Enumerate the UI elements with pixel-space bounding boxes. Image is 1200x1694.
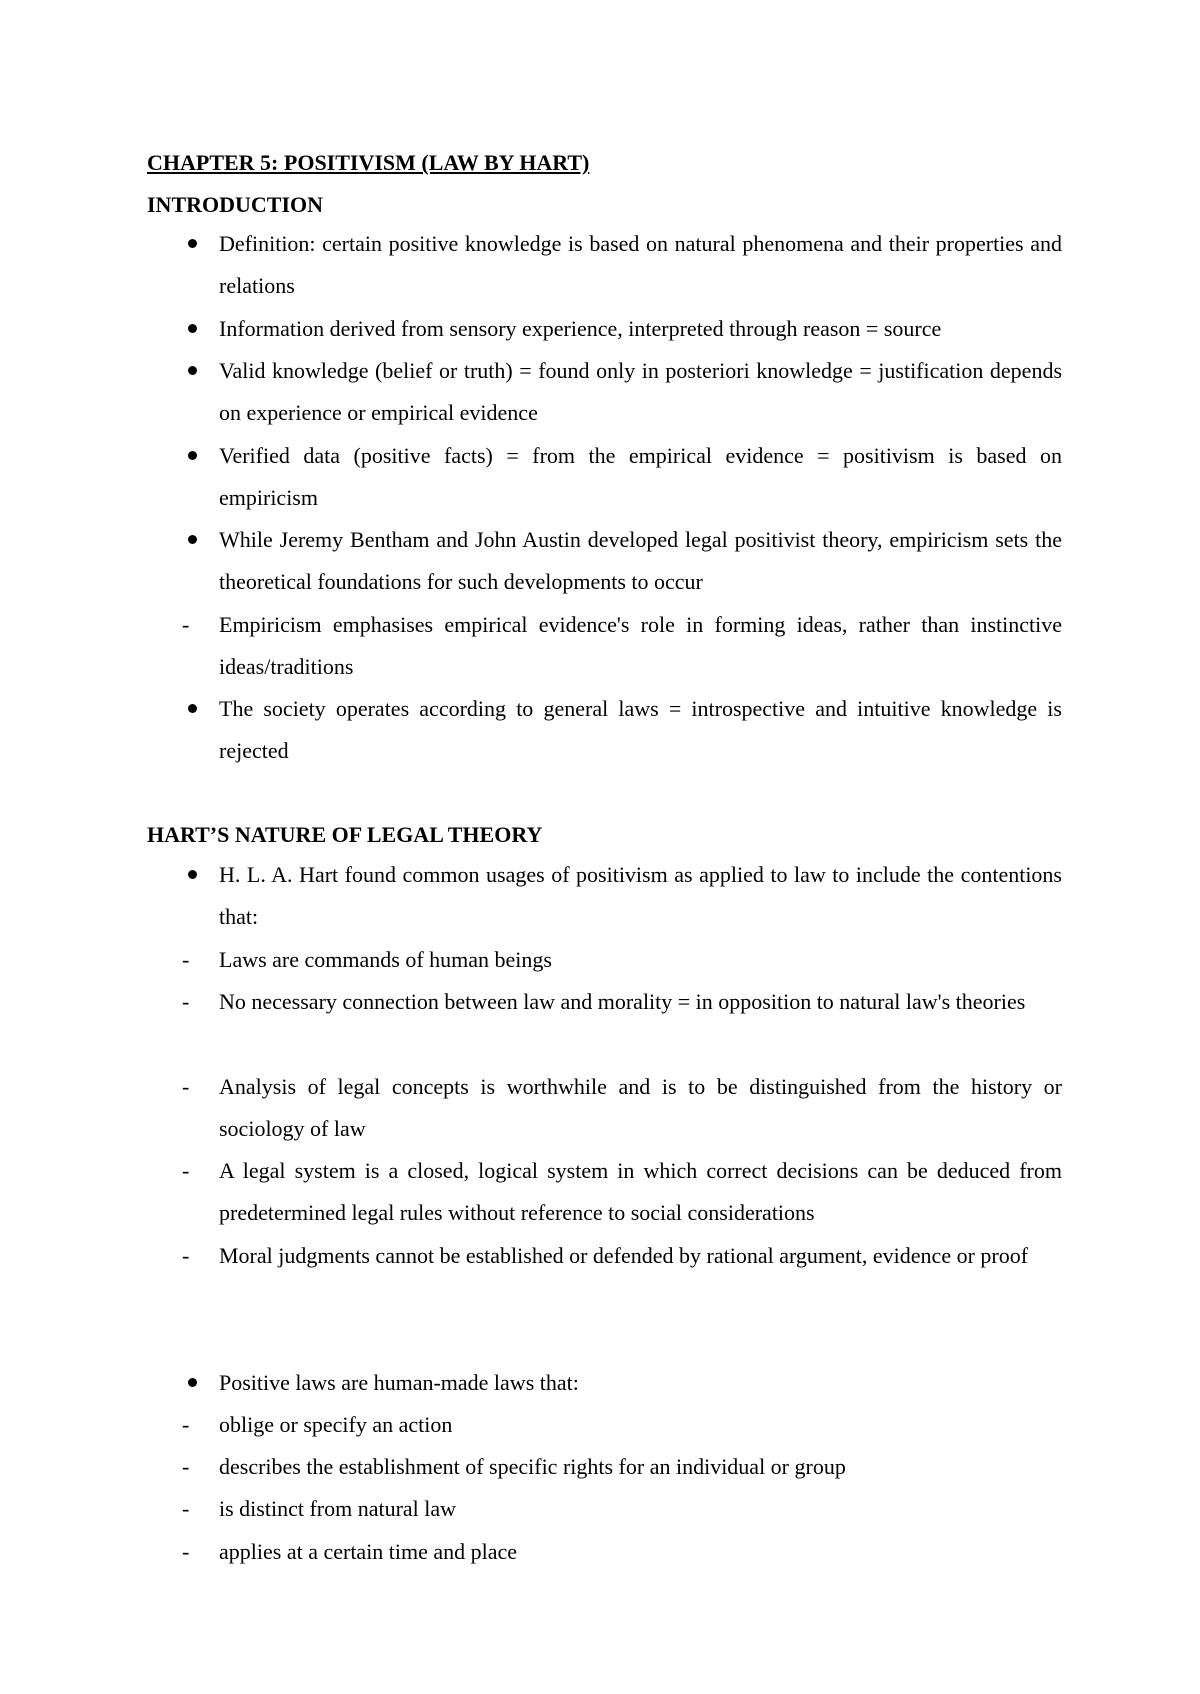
dash-marker: - [182, 947, 190, 972]
list-item: Definition: certain positive knowledge is based on natural phenomena and their properties and relations [219, 231, 1062, 299]
bullet-marker [182, 350, 202, 392]
list-item: Information derived from sensory experience, interpreted through reason = source [219, 316, 942, 341]
list-item: No necessary connection between law and morality = in opposition to natural law's theories [219, 989, 1026, 1014]
list-item: Positive laws are human-made laws that: [219, 1370, 579, 1395]
list-item: Empiricism emphasises empirical evidence's role in forming ideas, rather than instinctive ideas/traditions [219, 612, 1062, 680]
bullet-marker [182, 688, 202, 730]
list-item: H. L. A. Hart found common usages of positivism as applied to law to include the contentions that: [219, 862, 1062, 930]
dash-marker: - [182, 1243, 190, 1268]
bullet-marker [182, 519, 202, 561]
bullet-marker [182, 223, 202, 265]
list-item: Verified data (positive facts) = from the empirical evidence = positivism is based on empiricism [219, 443, 1062, 511]
section-heading-harts-nature: HART’S NATURE OF LEGAL THEORY [147, 822, 543, 847]
list-item: While Jeremy Bentham and John Austin developed legal positivist theory, empiricism sets the theoretical foundations for such developments to occur [219, 527, 1062, 595]
dash-marker: - [182, 1539, 190, 1564]
dash-marker: - [182, 1412, 190, 1437]
bullet-marker [182, 308, 202, 350]
bullet-marker [182, 1362, 202, 1404]
dash-marker: - [182, 1158, 190, 1183]
list-item: applies at a certain time and place [219, 1539, 518, 1564]
dash-marker: - [182, 1496, 190, 1521]
bullet-marker [182, 854, 202, 896]
list-item: is distinct from natural law [219, 1496, 457, 1521]
list-item: Moral judgments cannot be established or defended by rational argument, evidence or proof [219, 1243, 1029, 1268]
section-heading-introduction: INTRODUCTION [147, 192, 324, 217]
dash-marker: - [182, 1074, 190, 1099]
list-item: The society operates according to general laws = introspective and intuitive knowledge is rejected [219, 696, 1062, 764]
dash-marker: - [182, 1454, 190, 1479]
chapter-title: CHAPTER 5: POSITIVISM (LAW BY HART) [147, 150, 590, 175]
list-item: describes the establishment of specific rights for an individual or group [219, 1454, 846, 1479]
list-item: Laws are commands of human beings [219, 947, 552, 972]
dash-marker: - [182, 612, 190, 637]
bullet-marker [182, 435, 202, 477]
list-item: oblige or specify an action [219, 1412, 453, 1437]
dash-marker: - [182, 989, 190, 1014]
list-item: Analysis of legal concepts is worthwhile and is to be distinguished from the history or sociology of law [219, 1074, 1062, 1142]
list-item: A legal system is a closed, logical system in which correct decisions can be deduced from predetermined legal rules without reference to social considerations [219, 1158, 1062, 1226]
list-item: Valid knowledge (belief or truth) = found only in posteriori knowledge = justification depends on experience or empirical evidence [219, 358, 1062, 426]
